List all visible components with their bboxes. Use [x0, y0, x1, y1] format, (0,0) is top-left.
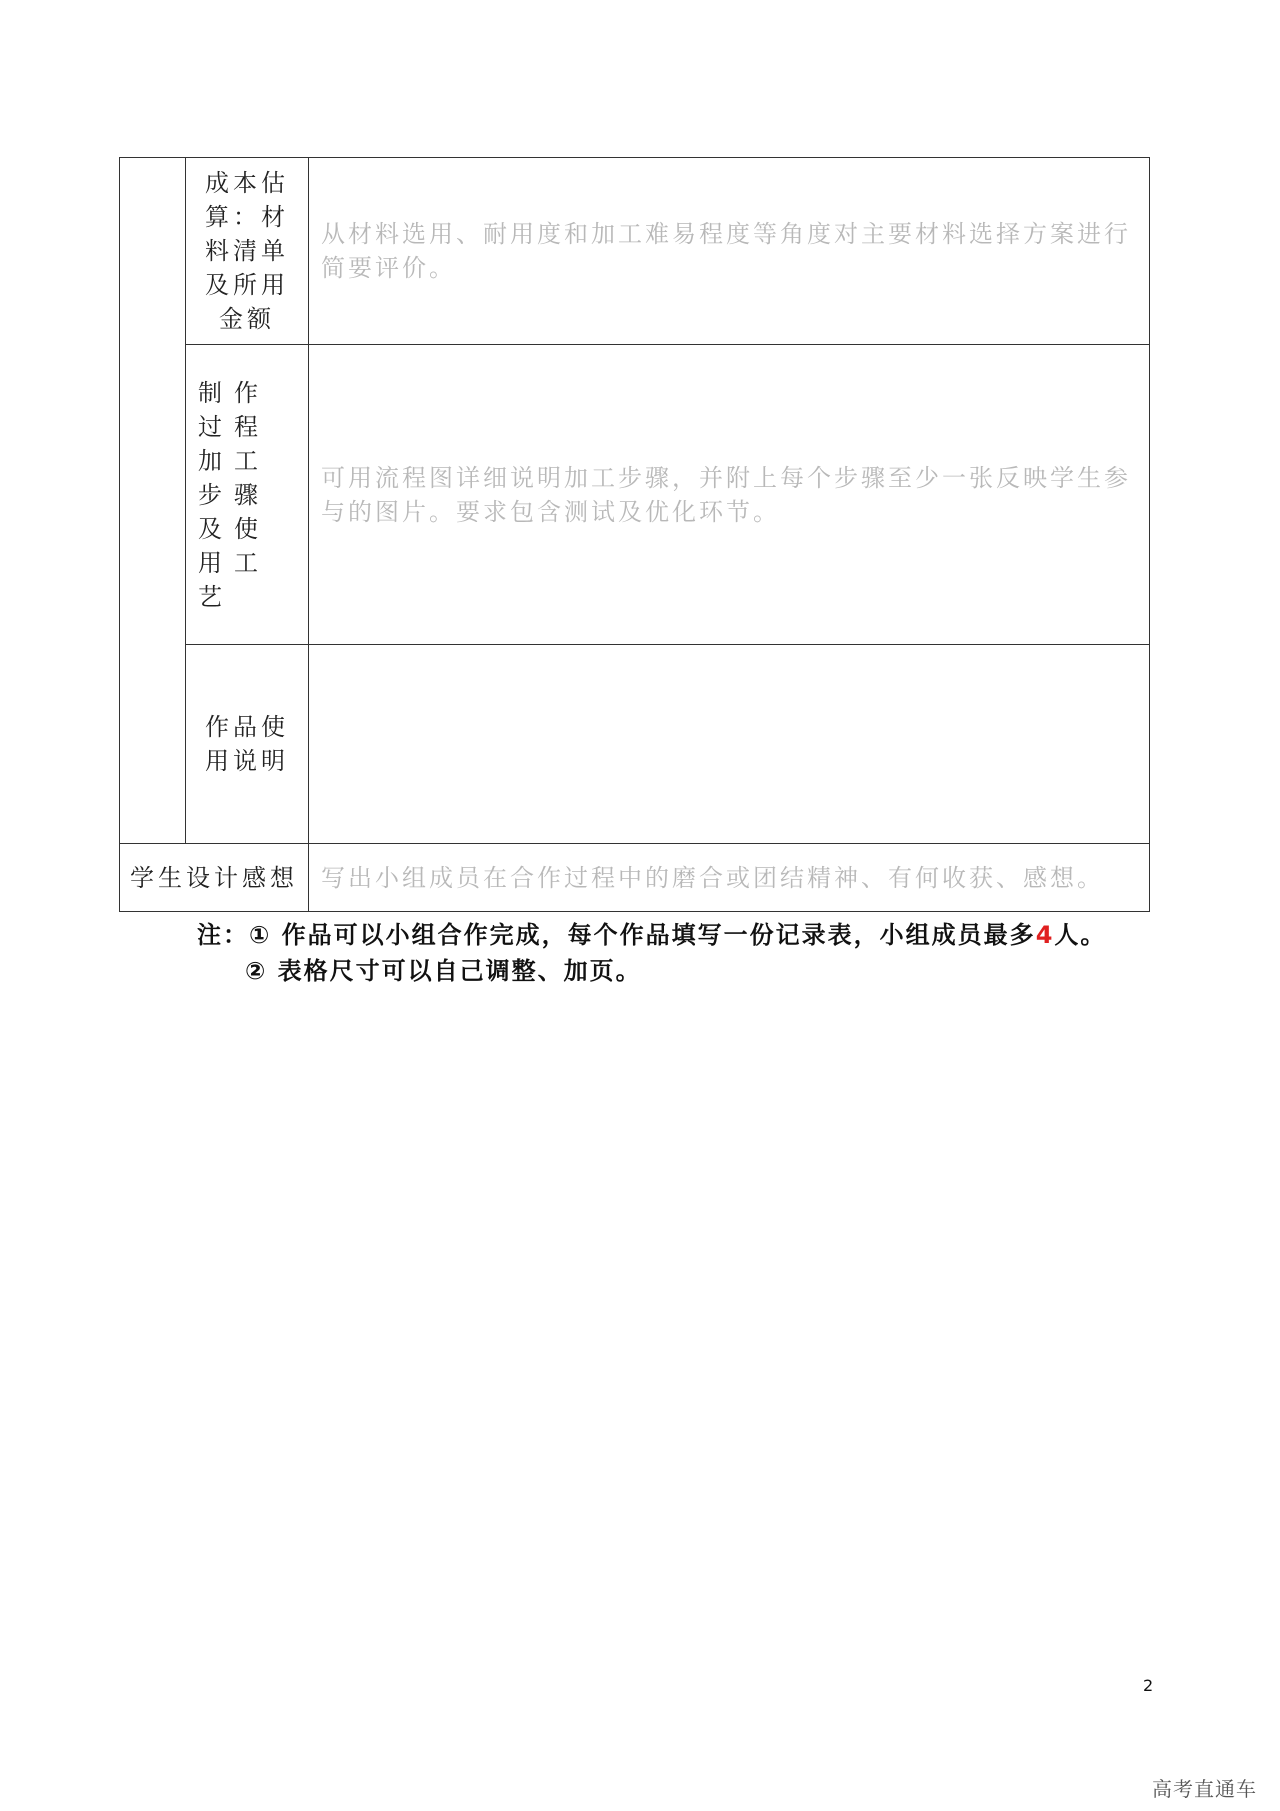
merged-left-cell — [120, 158, 186, 844]
note-line-2: ② 表格尺寸可以自己调整、加页。 — [245, 957, 642, 985]
cost-estimate-label-cell — [186, 158, 309, 345]
production-process-label-cell — [186, 345, 309, 645]
table-row-cost-estimate — [120, 158, 1150, 345]
watermark: 高考直通车 — [1152, 1777, 1257, 1801]
usage-instructions-content-cell[interactable] — [309, 645, 1150, 844]
design-reflection-label: 学生设计感想 — [130, 863, 298, 892]
max-members-number: 4 — [1035, 921, 1055, 949]
usage-instructions-label-cell — [186, 645, 309, 844]
usage-instructions-label: 作品使用说明 — [205, 713, 289, 775]
production-process-label: 制作过程加工步骤及使用工艺 — [198, 378, 270, 611]
production-process-hint-cell[interactable] — [309, 345, 1150, 645]
record-table — [119, 157, 1150, 912]
table-row-production-process — [120, 345, 1150, 645]
design-reflection-label-cell — [120, 844, 309, 912]
table-row-usage-instructions — [120, 645, 1150, 844]
cost-estimate-hint-cell[interactable] — [309, 158, 1150, 345]
design-reflection-hint-cell[interactable] — [309, 844, 1150, 912]
design-reflection-hint: 写出小组成员在合作过程中的磨合或团结精神、有何收获、感想。 — [321, 863, 1104, 892]
production-process-hint: 可用流程图详细说明加工步骤，并附上每个步骤至少一张反映学生参与的图片。要求包含测试及优化环节。 — [321, 463, 1131, 526]
note-line-1 — [197, 917, 1106, 953]
table-row-design-reflection — [120, 844, 1150, 912]
notes-block — [197, 917, 1106, 989]
note-line-1-suffix: 人。 — [1054, 921, 1107, 949]
page-number: 2 — [1143, 1676, 1154, 1695]
note-line-1-prefix: 注：① 作品可以小组合作完成，每个作品填写一份记录表，小组成员最多 — [197, 921, 1036, 949]
cost-estimate-label: 成本估算：材料清单及所用金额 — [205, 169, 289, 333]
cost-estimate-hint: 从材料选用、耐用度和加工难易程度等角度对主要材料选择方案进行简要评价。 — [321, 220, 1131, 282]
